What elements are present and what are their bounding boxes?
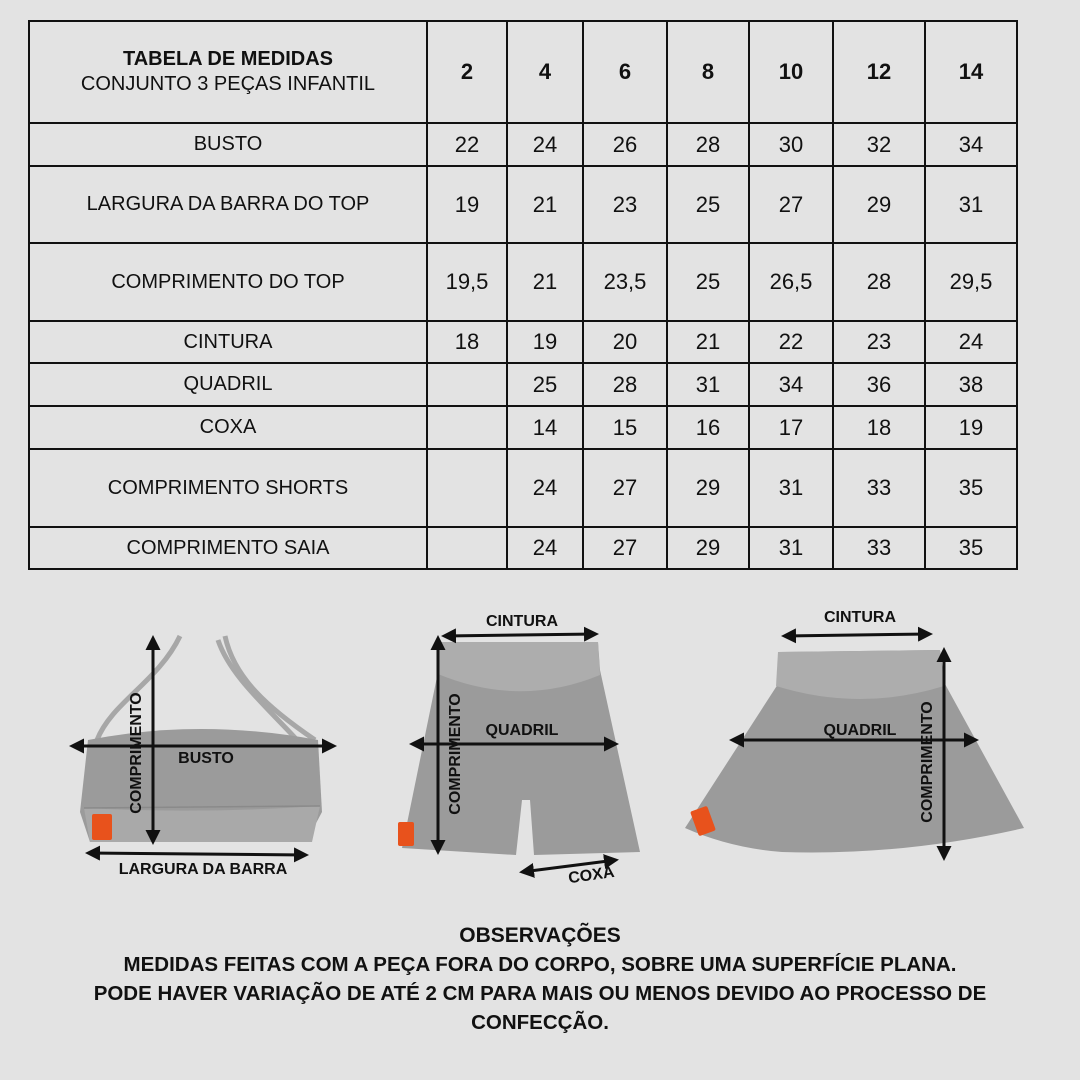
table-cell: 16 — [667, 406, 749, 449]
row-label: COMPRIMENTO SHORTS — [29, 449, 427, 527]
size-table — [28, 20, 1018, 570]
table-cell: 35 — [925, 449, 1017, 527]
label-quadril-saia: QUADRIL — [823, 722, 897, 739]
row-label: BUSTO — [29, 123, 427, 166]
label-cintura-shorts: CINTURA — [486, 613, 558, 630]
table-row — [29, 449, 1017, 527]
skirt-illustration — [685, 609, 1024, 858]
label-cintura-saia: CINTURA — [824, 609, 896, 626]
table-row — [29, 123, 1017, 166]
table-cell: 26 — [583, 123, 667, 166]
garment-illustrations — [0, 590, 1080, 900]
row-label: CINTURA — [29, 321, 427, 363]
table-cell: 35 — [925, 527, 1017, 569]
illustrations-svg — [0, 590, 1080, 900]
size-header: 2 — [427, 21, 507, 123]
table-cell: 24 — [507, 123, 583, 166]
table-row — [29, 363, 1017, 406]
row-label: COMPRIMENTO SAIA — [29, 527, 427, 569]
table-cell: 29,5 — [925, 243, 1017, 321]
table-cell: 24 — [925, 321, 1017, 363]
table-title: TABELA DE MEDIDAS — [123, 48, 333, 70]
table-cell: 21 — [667, 321, 749, 363]
table-cell: 34 — [925, 123, 1017, 166]
table-cell: 17 — [749, 406, 833, 449]
table-cell: 19 — [427, 166, 507, 243]
table-cell: 28 — [833, 243, 925, 321]
size-header: 4 — [507, 21, 583, 123]
table-cell: 31 — [749, 527, 833, 569]
table-cell: 26,5 — [749, 243, 833, 321]
table-cell: 31 — [925, 166, 1017, 243]
table-cell: 25 — [507, 363, 583, 406]
skirt-waistband — [776, 650, 944, 699]
row-label: LARGURA DA BARRA DO TOP — [29, 166, 427, 243]
size-header: 8 — [667, 21, 749, 123]
crop-top-illustration — [72, 636, 334, 878]
label-comprimento-shorts: COMPRIMENTO — [447, 693, 464, 815]
table-row — [29, 321, 1017, 363]
table-cell: 21 — [507, 243, 583, 321]
crop-top-band — [84, 806, 320, 842]
table-cell: 29 — [667, 527, 749, 569]
table-cell: 23 — [833, 321, 925, 363]
table-cell: 28 — [667, 123, 749, 166]
row-label: COMPRIMENTO DO TOP — [29, 243, 427, 321]
size-header: 14 — [925, 21, 1017, 123]
row-label: COXA — [29, 406, 427, 449]
table-cell: 29 — [833, 166, 925, 243]
table-title-cell — [29, 21, 427, 123]
table-cell: 27 — [749, 166, 833, 243]
table-cell: 31 — [749, 449, 833, 527]
table-row — [29, 527, 1017, 569]
table-cell: 24 — [507, 527, 583, 569]
table-cell: 29 — [667, 449, 749, 527]
table-cell: 24 — [507, 449, 583, 527]
table-cell: 25 — [667, 243, 749, 321]
label-comprimento-top: COMPRIMENTO — [128, 692, 145, 814]
label-coxa: COXA — [567, 863, 616, 888]
table-cell: 20 — [583, 321, 667, 363]
table-cell: 31 — [667, 363, 749, 406]
table-cell: 19,5 — [427, 243, 507, 321]
table-cell: 38 — [925, 363, 1017, 406]
table-cell: 14 — [507, 406, 583, 449]
table-cell — [427, 406, 507, 449]
label-busto: BUSTO — [178, 750, 234, 767]
label-quadril-shorts: QUADRIL — [485, 722, 559, 739]
notes-line: PODE HAVER VARIAÇÃO DE ATÉ 2 CM PARA MAIS OU MENOS DEVIDO AO PROCESSO DE CONFECÇÃO. — [93, 982, 987, 1034]
table-cell: 27 — [583, 527, 667, 569]
table-row — [29, 166, 1017, 243]
notes-title: OBSERVAÇÕES — [459, 924, 621, 947]
table-cell: 33 — [833, 449, 925, 527]
label-comprimento-saia: COMPRIMENTO — [919, 701, 936, 823]
table-cell: 18 — [427, 321, 507, 363]
table-subtitle: CONJUNTO 3 PEÇAS INFANTIL — [80, 73, 376, 95]
table-cell: 19 — [925, 406, 1017, 449]
table-header-row — [29, 21, 1017, 123]
table-cell — [427, 449, 507, 527]
notes-line: MEDIDAS FEITAS COM A PEÇA FORA DO CORPO, SOBRE UMA SUPERFÍCIE PLANA. — [123, 953, 957, 976]
size-header: 10 — [749, 21, 833, 123]
table-cell: 27 — [583, 449, 667, 527]
table-cell: 25 — [667, 166, 749, 243]
brand-tag — [92, 814, 112, 840]
table-cell: 21 — [507, 166, 583, 243]
brand-tag — [398, 822, 414, 846]
table-row — [29, 243, 1017, 321]
table-cell: 32 — [833, 123, 925, 166]
table-cell: 22 — [427, 123, 507, 166]
table-cell: 22 — [749, 321, 833, 363]
table-cell: 15 — [583, 406, 667, 449]
table-cell: 23,5 — [583, 243, 667, 321]
size-header: 12 — [833, 21, 925, 123]
table-cell: 30 — [749, 123, 833, 166]
table-cell — [427, 363, 507, 406]
table-cell: 34 — [749, 363, 833, 406]
table-cell: 33 — [833, 527, 925, 569]
table-cell — [427, 527, 507, 569]
notes-section — [40, 922, 1040, 1037]
table-cell: 36 — [833, 363, 925, 406]
table-row — [29, 406, 1017, 449]
table-cell: 23 — [583, 166, 667, 243]
table-cell: 18 — [833, 406, 925, 449]
table-cell: 19 — [507, 321, 583, 363]
table-cell: 28 — [583, 363, 667, 406]
label-largura-barra: LARGURA DA BARRA — [118, 861, 288, 878]
row-label: QUADRIL — [29, 363, 427, 406]
size-header: 6 — [583, 21, 667, 123]
shorts-illustration — [398, 613, 640, 887]
